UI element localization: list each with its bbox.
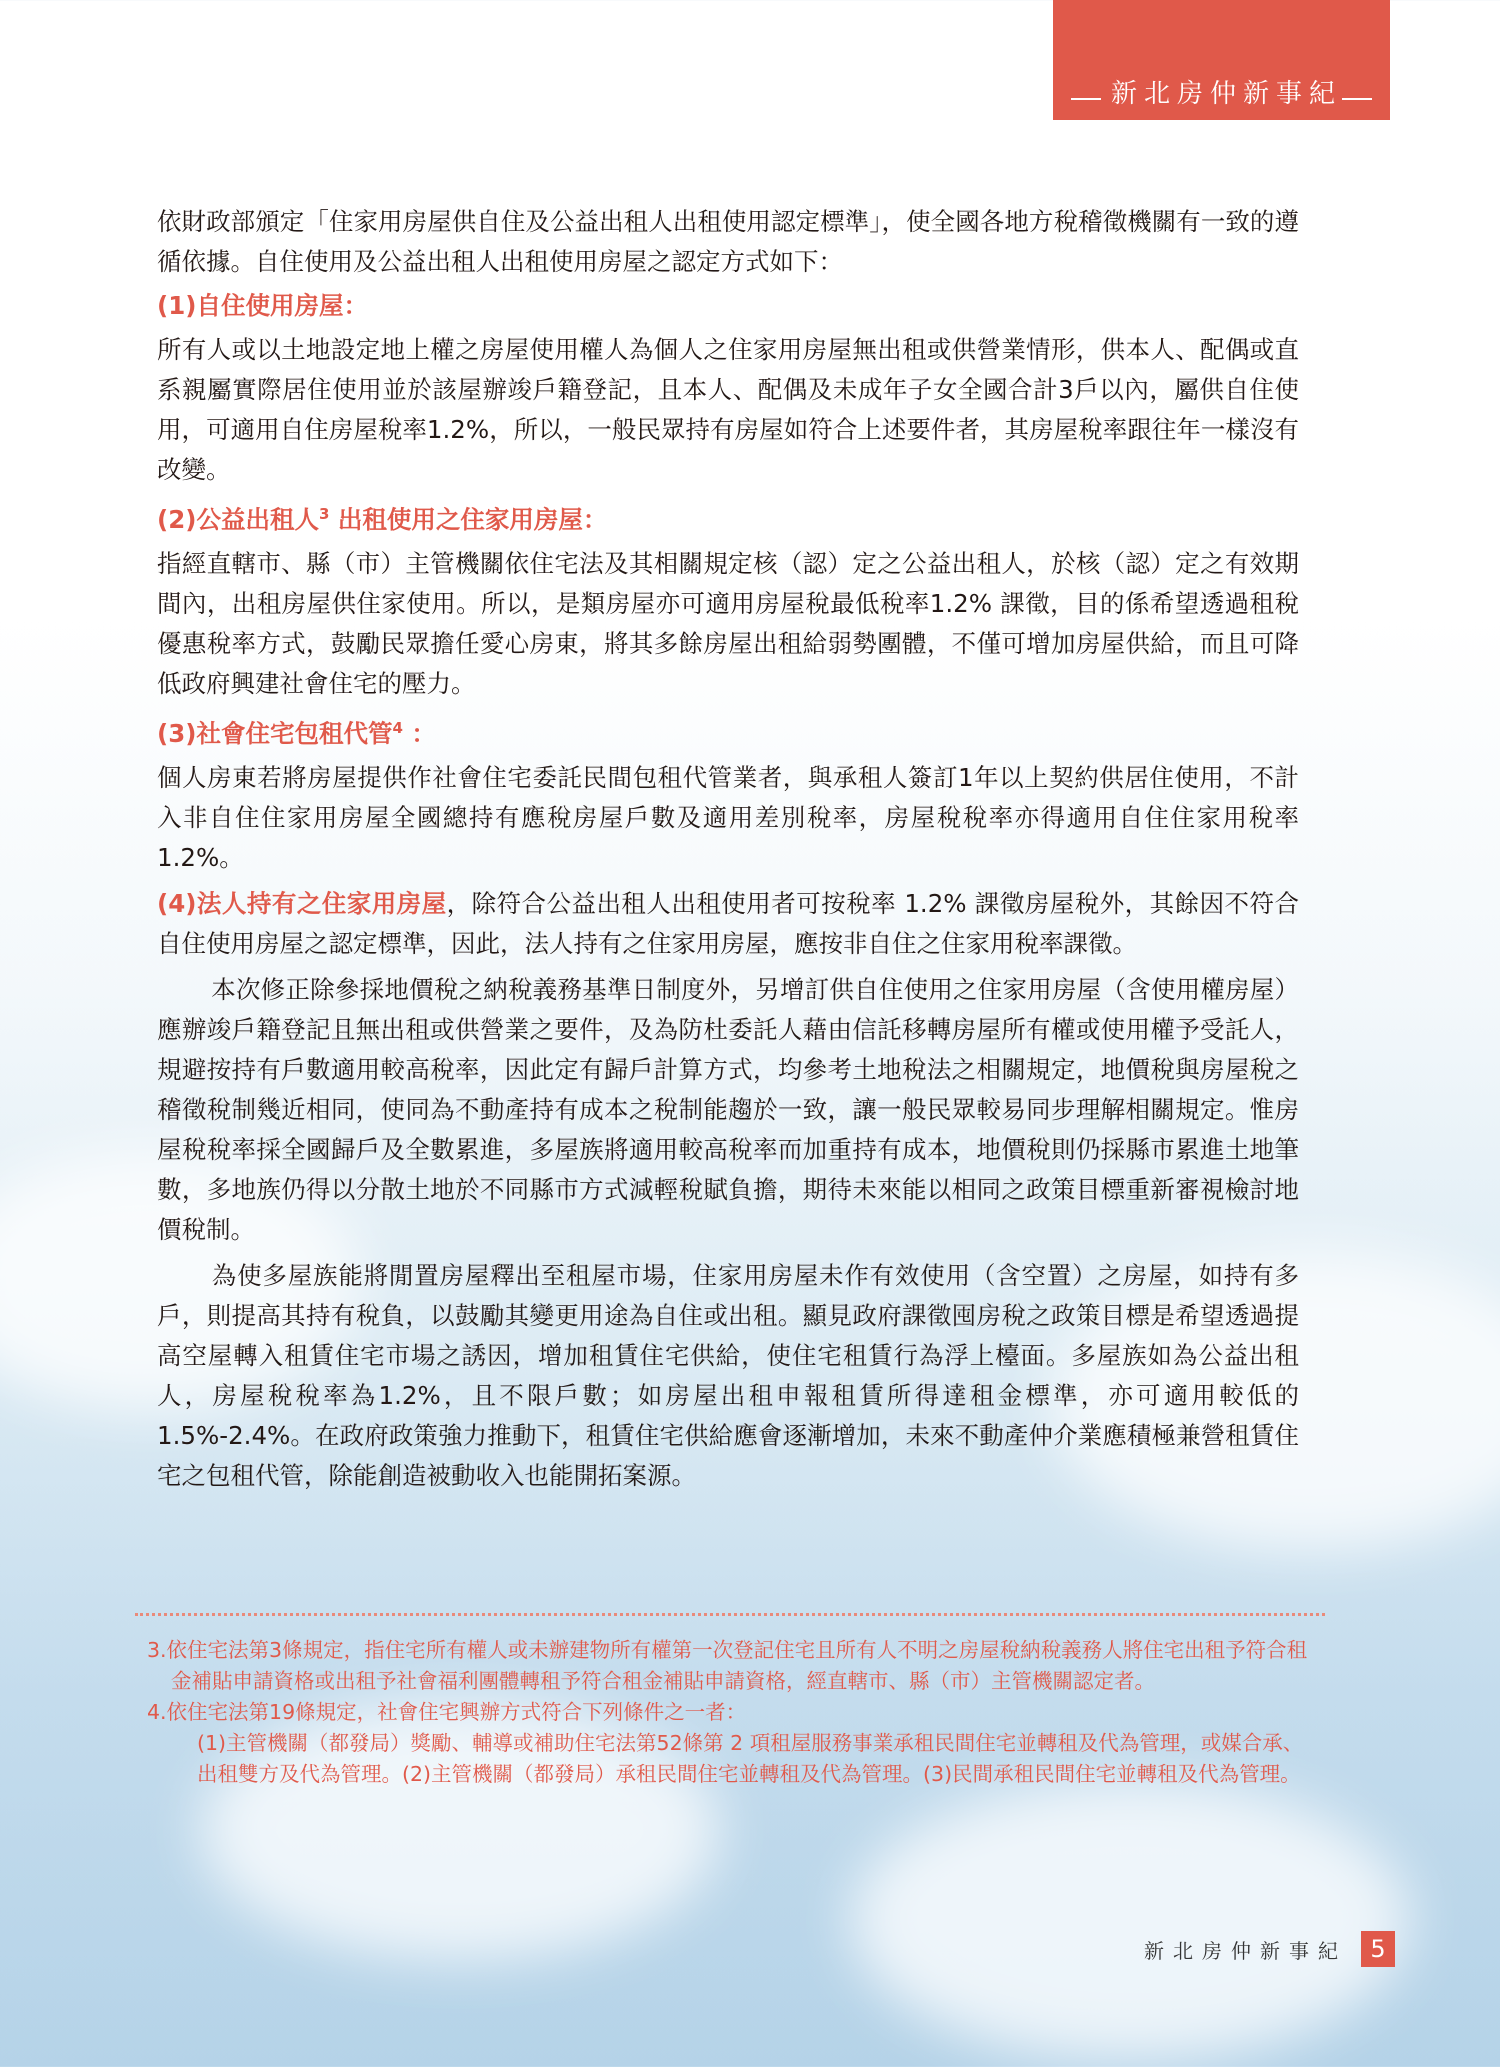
section2-heading-text: (2)公益出租人 [157, 505, 319, 535]
footnotes [147, 1635, 1317, 1790]
footnote-ref-3: 3 [318, 505, 330, 523]
footnote-ref-4: 4 [392, 719, 403, 738]
footer-title: 新北房仲新事紀 [1144, 1938, 1347, 1963]
section3-heading-suffix: ： [402, 719, 436, 749]
section2-heading [157, 494, 1299, 540]
paragraph-vacant-housing-text: 為使多屋族能將閒置房屋釋出至租屋市場，住家用房屋未作有效使用（含空置）之房屋，如持有多戶，則提高其持有稅負，以鼓勵其變更用途為自住或出租。顯見政府課徵囤房稅之政策目標是希望透過提高空屋轉入租賃住宅市場之誘因，增加租賃住宅供給，使住宅租賃行為浮上檯面。多屋族如為公益出租人，房屋稅稅率為1.2%，且不限戶數；如房屋出租申報租賃所得達租金標準，亦可適用較低的1.5%-2.4%。在政府政策強力推動下，租賃住宅供給應會逐漸增加，未來不動產仲介業應積極兼營租賃住宅之包租代管，除能創造被動收入也能開拓案源。 [157, 1261, 1299, 1491]
footnote-divider [135, 1613, 1325, 1616]
paragraph-revision-text: 本次修正除參採地價稅之納稅義務基準日制度外，另增訂供自住使用之住家用房屋（含使用權房屋）應辦竣戶籍登記且無出租或供營業之要件，及為防杜委託人藉由信託移轉房屋所有權或使用權予受託人，規避按持有戶數適用較高稅率，因此定有歸戶計算方式，均參考土地稅法之相關規定，地價稅與房屋稅之稽徵稅制幾近相同，使同為不動產持有成本之稅制能趨於一致，讓一般民眾較易同步理解相關規定。惟房屋稅稅率採全國歸戶及全數累進，多屋族將適用較高稅率而加重持有成本，地價稅則仍採縣市累進土地筆數，多地族仍得以分散土地於不同縣市方式減輕稅賦負擔，期待未來能以相同之政策目標重新審視檢討地價稅制。 [157, 975, 1299, 1245]
section3-heading-text: (3)社會住宅包租代管 [157, 719, 393, 749]
paragraph-revision [157, 970, 1299, 1250]
section4-body: ，除符合公益出租人出租使用者可按稅率 1.2% 課徵房屋稅外，其餘因不符合自住使用房屋之認定標準，因此，法人持有之住家用房屋，應按非自住之住家用稅率課徵。 [157, 889, 1299, 959]
article-body [157, 202, 1299, 1496]
section1-body: 所有人或以土地設定地上權之房屋使用權人為個人之住家用房屋無出租或供營業情形，供本人、配偶或直系親屬實際居住使用並於該屋辦竣戶籍登記，且本人、配偶及未成年子女全國合計3戶以內，屬供自住使用，可適用自住房屋稅率1.2%，所以，一般民眾持有房屋如符合上述要件者，其房屋稅率跟往年一樣沒有改變。 [157, 335, 1299, 484]
page-number: 5 [1361, 1931, 1395, 1967]
header-title: 新北房仲新事紀 [1110, 79, 1342, 109]
paragraph-vacant-housing [157, 1256, 1299, 1496]
header-line-left [1071, 98, 1101, 100]
section2-body: 指經直轄市、縣（市）主管機關依住宅法及其相關規定核（認）定之公益出租人，於核（認）定之有效期間內，出租房屋供住家使用。所以，是類房屋亦可適用房屋稅最低稅率1.2% 課徵，目的係希望透過租稅優惠稅率方式，鼓勵民眾擔任愛心房東，將其多餘房屋出租給弱勢團體，不僅可增加房屋供給，而且可降低政府興建社會住宅的壓力。 [157, 549, 1299, 699]
intro-paragraph: 依財政部頒定「住家用房屋供自住及公益出租人出租使用認定標準」，使全國各地方稅稽徵機關有一致的遵循依據。自住使用及公益出租人出租使用房屋之認定方式如下： [157, 207, 1299, 276]
footnote-4: 4.依住宅法第19條規定，社會住宅興辦方式符合下列條件之一者： [147, 1700, 747, 1724]
section4-paragraph [157, 884, 1299, 964]
section2-heading-suffix: 出租使用之住家用房屋： [329, 505, 608, 535]
footnote-4-detail: (1)主管機關（都發局）獎勵、輔導或補助住宅法第52條第 2 項租屋服務事業承租民間住宅並轉租及代為管理，或媒合承、出租雙方及代為管理。(2)主管機關（都發局）承租民間住宅並轉租及代為管理。(3)民間承租民間住宅並轉租及代為管理。 [197, 1731, 1304, 1786]
footnote-3: 3.依住宅法第3條規定，指住宅所有權人或未辦建物所有權第一次登記住宅且所有人不明之房屋稅納稅義務人將住宅出租予符合租金補貼申請資格或出租予社會福利團體轉租予符合租金補貼申請資格，經直轄市、縣（市）主管機關認定者。 [147, 1638, 1308, 1693]
section1-heading: (1)自住使用房屋： [157, 291, 368, 320]
section3-heading [157, 708, 1299, 754]
section4-heading: (4)法人持有之住家用房屋 [157, 889, 447, 919]
section3-body: 個人房東若將房屋提供作社會住宅委託民間包租代管業者，與承租人簽訂1年以上契約供居住使用，不計入非自住住家用房屋全國總持有應稅房屋戶數及適用差別稅率，房屋稅稅率亦得適用自住住家用稅率1.2%。 [157, 763, 1299, 873]
cloud-decoration [850, 1780, 1410, 2060]
header-line-right [1342, 98, 1372, 100]
header-banner [1053, 0, 1390, 120]
page-footer [1144, 1931, 1395, 1967]
